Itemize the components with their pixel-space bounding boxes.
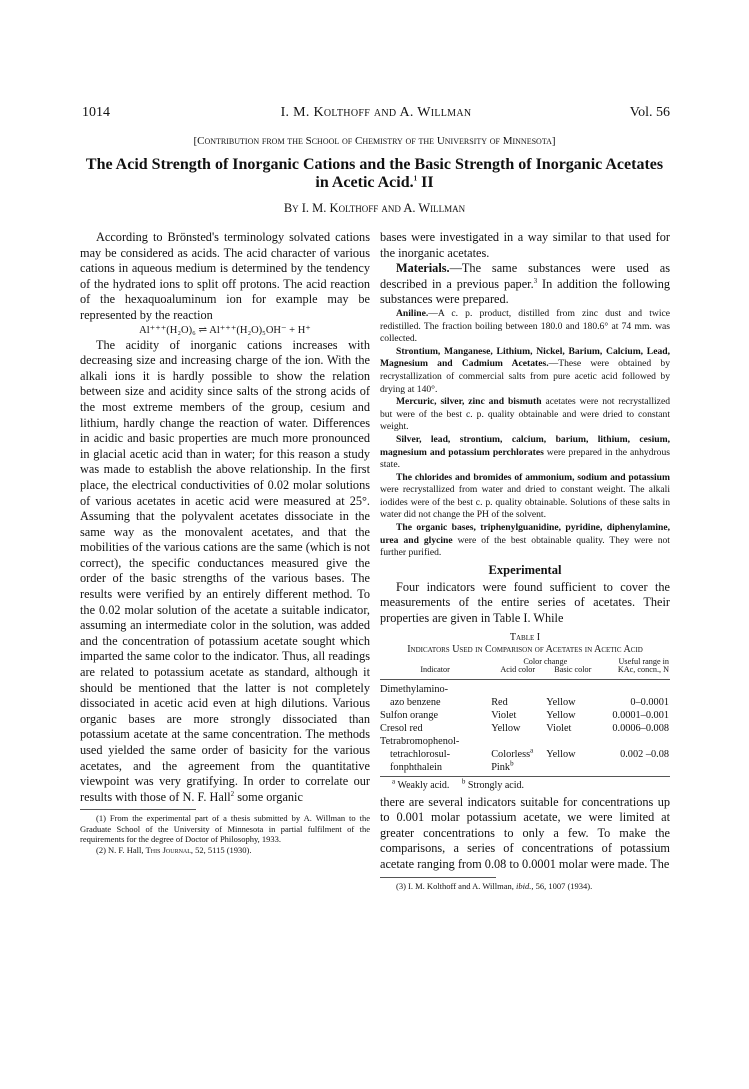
paragraph-experimental: Four indicators were found sufficient to cover the measurements of the entire series of acetates. Their properties are given in Table I. While: [380, 579, 670, 626]
column-header-indicator: Indicator: [420, 665, 450, 675]
table-row: [380, 696, 670, 709]
note-mark-a: a: [530, 746, 534, 755]
title-line-1: The Acid Strength of Inorganic Cations and the Basic Strength of Inorganic Acetates: [85, 156, 664, 173]
perchlorates-heading: Silver, lead, strontium, calcium, barium, lithium, cesium, magnesium and potassium perchlorates: [380, 433, 670, 458]
acetates-text: —These were obtained by recrystallization of commercial salts from pure acetic acid followed by drying at 140°.: [380, 358, 671, 395]
aniline-entry: [380, 308, 670, 346]
mercuric-entry: [380, 396, 670, 434]
paragraph-indicators: there are several indicators suitable for concentrations up to 0.001 molar potassium acetate, we were limited at greater concentrations to only a few. To make the comparisons, a series of concentrations of potassium acetate ranging from 0.08 to 0.0001 molar were made. The: [380, 794, 670, 871]
footnote-2-author: (2) N. F. Hall,: [96, 844, 146, 855]
cell-indicator: Tetrabromophenol-: [380, 735, 460, 747]
title-line-2: [72, 174, 677, 192]
contribution-line: [Contribution from the School of Chemistry of the University of Minnesota]: [193, 135, 556, 147]
volume-label: Vol. 56: [629, 105, 670, 120]
footnote-rule-right: [380, 877, 496, 878]
table-note-a: Weakly acid.: [397, 779, 450, 791]
table-row: [380, 709, 670, 722]
halides-heading: The chlorides and bromides of ammonium, sodium and potassium: [396, 471, 670, 483]
footnote-2: [80, 845, 370, 856]
title-line-2-text: in Acetic Acid.: [315, 174, 414, 191]
cell-acid-color: Colorless$^a$: [491, 746, 534, 760]
cell-range: [600, 761, 670, 774]
table-row: [380, 735, 670, 748]
cell-basic-color: [545, 761, 600, 774]
running-header: [82, 105, 670, 125]
cell-basic-color: Yellow: [546, 709, 576, 721]
table-row: [380, 683, 670, 696]
cell-acid-color: Pink$^b$: [491, 759, 514, 773]
cell-basic-color: [545, 735, 600, 748]
halides-text: were recrystallized from water and dried to constant weight. The alkali iodides were of the best c. p. quality obtainable. Solutions of these salts in water did not change the PH of the solvent.: [380, 484, 670, 521]
cell-indicator: Cresol red: [380, 722, 423, 734]
cell-basic-color: Yellow: [546, 696, 576, 708]
table-row: [380, 761, 670, 774]
aniline-heading: Aniline.: [396, 307, 429, 319]
halides-entry: [380, 472, 670, 522]
title-footnote-mark: 1: [413, 174, 418, 183]
cell-indicator: Sulfon orange: [380, 709, 439, 721]
paragraph-intro: According to Brönsted's terminology solvated cations may be considered as acids. The acid character of various cations in aqueous medium is determined by the tendency of the hydrated ions to split off protons. The acid reaction of the hexaquoaluminum ion for example may be represented by the reaction: [80, 230, 370, 322]
right-column: [380, 230, 670, 891]
footnote-1: (1) From the experimental part of a thesis submitted by A. Willman to the Graduate School of the University of Minnesota in partial fulfilment of the requirements for the degree of Doctor of Philosophy, 1933.: [80, 813, 370, 845]
cell-acid-color: Violet: [491, 709, 517, 721]
mercuric-text: acetates were not recrystallized but were of the best c. p. quality obtainable and were dried to constant weight.: [380, 396, 670, 433]
table-row: [380, 722, 670, 735]
footnote-3: [380, 881, 670, 892]
footnote-rule: [80, 809, 196, 810]
cell-basic-color: Violet: [546, 722, 572, 734]
footnote-2-ref: , 52, 5115 (1930).: [190, 844, 252, 855]
paragraph-materials: [380, 261, 670, 308]
acetates-heading: Strontium, Manganese, Lithium, Nickel, Barium, Calcium, Lead, Magnesium and Cadmium Acetates.: [380, 345, 670, 370]
organic-bases-entry: [380, 522, 670, 560]
cell-acid-color: [490, 735, 545, 748]
column-header-acid: Acid color: [500, 665, 536, 675]
cell-range: [600, 683, 670, 696]
cell-range: 0.0006–0.008: [612, 722, 669, 734]
title-part: II: [421, 174, 434, 191]
cell-indicator: azo benzene: [390, 696, 441, 708]
aniline-text: —A c. p. product, distilled from zinc dust and twice redistilled. The fraction boiling between 180.0 and 180.6° at 74 mm. was collected.: [380, 307, 670, 345]
section-heading-experimental: Experimental: [488, 562, 562, 577]
table-row: [380, 748, 670, 761]
footnote-3-ibid: ibid.: [515, 880, 532, 891]
paragraph-acidity-end: some organic: [234, 789, 303, 804]
cell-range: 0–0.0001: [630, 696, 669, 708]
paragraph-acidity-text: The acidity of inorganic cations increases with decreasing size and increasing charge of the ion. With the alkali ions it is hardly possible to show the relation between size and acidity since salts of the strong acids of the most extreme members of the group, cesium and lithium, hardly change the reaction of water. Differences in acidic and basic properties are much more pronounced in glacial acetic acid than in water; for this reason a study was made to establish the above relationship. In the first place, the electrical conductivities of 0.02 molar solutions of various acetates in acetic acid were measured at 25°. Assuming that the polyvalent acetates dissociate in the same way as the monovalent acetates, and that the mobilities of the various cations are the same (which is not correct), the specific conductances measured give the order of the basic strengths of the various bases. The results were verified by an entirely different method. To the 0.02 molar solution of the acetate a suitable indicator, assuming an intermediate color in the solution, was added and the concentration of potassium acetate sought which imparted the same color to the indicator. Thus, all readings are related to potassium acetate as standard, although it should be mentioned that the latter is not completely dissociated in acetic acid even at high dilutions. Various organic bases are more strongly dissociated than potassium acetate at the same concentration. The methods used yielded the same order of basicity for the various acetates, and the agreement from the quantitative viewpoint was very gratifying. In order to correlate our results with those of N. F. Hall: [80, 337, 370, 804]
equation: Al⁺⁺⁺(H₂O)₆ ⇌ Al⁺⁺⁺(H₂O)₅OH⁻ + H⁺: [139, 324, 311, 336]
footnote-mark-2: 2: [230, 789, 235, 798]
table-label: Table I: [509, 631, 541, 643]
cell-range: [600, 735, 670, 748]
cell-indicator: fonphthalein: [390, 761, 443, 773]
cell-basic-color: Yellow: [546, 748, 576, 760]
materials-text: —The same substances were used as described in a previous paper.: [380, 261, 670, 291]
cell-acid-color: Yellow: [491, 722, 521, 734]
cell-acid-color: [490, 683, 545, 696]
cell-basic-color: [545, 683, 600, 696]
byline: By I. M. Kolthoff and A. Willman: [283, 201, 466, 215]
paragraph-acidity: [80, 338, 370, 806]
cell-range: 0.002 –0.08: [620, 748, 669, 760]
table-note-b: Strongly acid.: [467, 779, 524, 791]
column-group-color-change: Color change: [523, 656, 568, 666]
column-header-range: Useful range in KAc, concn., N: [617, 656, 669, 675]
acetates-entry: [380, 346, 670, 396]
table-bottom-rule: [380, 776, 670, 777]
running-title: I. M. Kolthoff and A. Willman: [280, 105, 472, 120]
footnote-2-journal: This Journal: [145, 844, 191, 855]
organic-bases-heading: The organic bases, triphenylguanidine, pyridine, diphenylamine, urea and glycine: [380, 522, 670, 546]
footnote-mark-3: 3: [533, 276, 538, 285]
cell-acid-color: Red: [491, 696, 508, 708]
footnote-3-ref: , 56, 1007 (1934).: [531, 880, 593, 891]
mercuric-heading: Mercuric, silver, zinc and bismuth: [396, 396, 542, 408]
table-rule: [380, 679, 670, 680]
perchlorates-entry: [380, 434, 670, 472]
cell-indicator: tetrachlorosul-: [390, 748, 451, 760]
perchlorates-text: were prepared in the anhydrous state.: [380, 446, 670, 471]
footnote-3-author: (3) I. M. Kolthoff and A. Willman,: [396, 880, 516, 891]
paragraph-bases: bases were investigated in a way similar to that used for the inorganic acetates.: [380, 230, 670, 260]
page-number: 1014: [82, 105, 110, 120]
table-caption: Indicators Used in Comparison of Acetates in Acetic Acid: [407, 643, 643, 655]
left-column: [80, 230, 370, 855]
materials-heading: Materials.: [396, 261, 450, 276]
table-body: [380, 683, 670, 774]
column-header-basic: Basic color: [554, 665, 592, 675]
note-mark-b: b: [510, 759, 514, 768]
table-notes: $^a$ Weakly acid. $^b$ Strongly acid.: [392, 777, 524, 791]
cell-range: 0.0001–0.001: [612, 709, 669, 721]
indicator-table: [380, 658, 670, 774]
article-title: [72, 156, 677, 192]
organic-bases-text: were of the best obtainable quality. They were not further purified.: [380, 534, 670, 559]
materials-text-2: In addition the following substances were prepared.: [380, 276, 670, 307]
cell-indicator: Dimethylamino-: [380, 683, 449, 695]
